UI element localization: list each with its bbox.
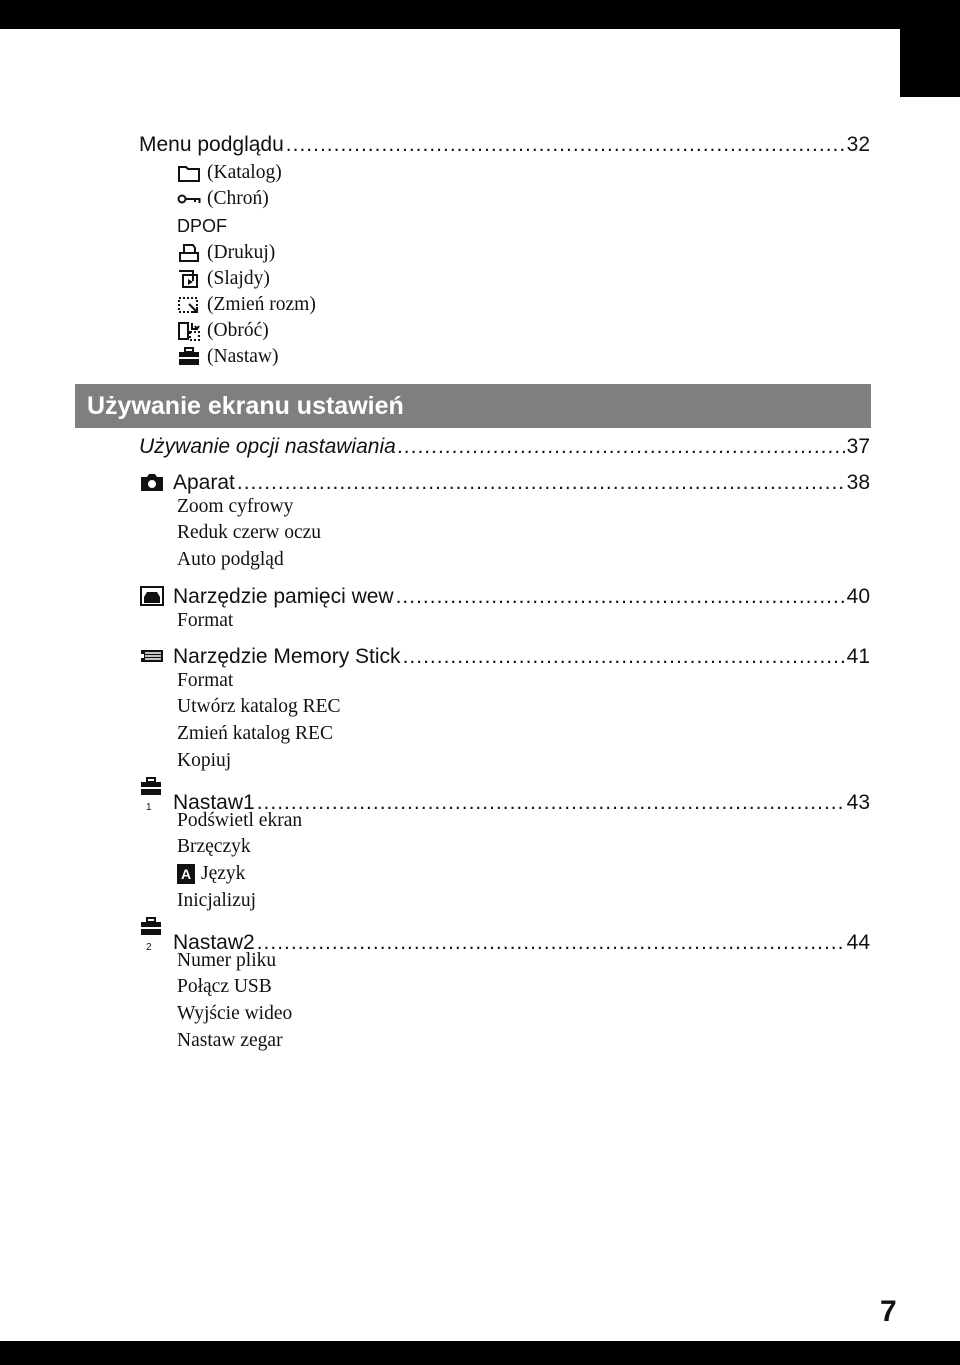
sub-item: Kopiuj — [177, 750, 232, 771]
toc-page-number: 44 — [846, 931, 870, 954]
toc-page-number: 40 — [846, 585, 870, 608]
top-black-bar — [0, 0, 960, 29]
page-number: 7 — [880, 1295, 897, 1328]
sub-item-setup — [177, 344, 278, 370]
sub-item-label: (Drukuj) — [207, 242, 276, 263]
sub-item-label: (Obróć) — [207, 320, 269, 341]
toc-page-number: 38 — [846, 471, 870, 494]
sub-item: Auto podgląd — [177, 549, 284, 570]
rotate-icon — [177, 321, 201, 341]
leader-dots — [398, 434, 845, 460]
toc-page-number: 41 — [846, 645, 870, 668]
corner-tab — [900, 29, 960, 97]
key-icon — [177, 189, 201, 209]
leader-dots — [257, 790, 845, 816]
toc-entry-title: Narzędzie pamięci wew — [173, 585, 394, 608]
toc-page-number: 43 — [846, 791, 870, 814]
leader-dots — [237, 470, 845, 496]
sub-item: Nastaw zegar — [177, 1030, 283, 1051]
toolbox-icon — [177, 347, 201, 367]
leader-dots — [403, 644, 845, 670]
sub-item: Format — [177, 610, 234, 631]
sub-item-label: (Katalog) — [207, 162, 282, 183]
sub-item-language — [177, 861, 245, 887]
sub-item: Inicjalizuj — [177, 890, 257, 911]
memory-stick-icon — [139, 645, 165, 667]
sub-item-protect — [177, 186, 269, 212]
sub-item: Wyjście wideo — [177, 1003, 293, 1024]
sub-item-label: (Chroń) — [207, 188, 269, 209]
sub-item-label: (Slajdy) — [207, 268, 270, 289]
resize-icon — [177, 295, 201, 315]
toc-page-number: 32 — [846, 133, 870, 156]
sub-item-slideshow — [177, 266, 270, 292]
sub-item-label: (Zmień rozm) — [207, 294, 316, 315]
sub-item: Brzęczyk — [177, 836, 251, 857]
sub-item: Zoom cyfrowy — [177, 496, 294, 517]
toc-entry-camera[interactable] — [139, 467, 870, 496]
language-icon: A — [177, 864, 195, 884]
toc-entry-view-menu[interactable] — [139, 132, 870, 158]
printer-icon — [177, 243, 201, 263]
sub-item: Podświetl ekran — [177, 810, 303, 831]
toc-entry-title: Menu podglądu — [139, 133, 284, 156]
bottom-black-bar — [0, 1341, 960, 1365]
slideshow-icon — [177, 269, 201, 289]
setup2-icon-digit: 2 — [146, 942, 152, 953]
sub-item-label: Język — [201, 863, 246, 884]
sub-item-label: (Nastaw) — [207, 346, 279, 367]
toc-entry-memory-stick[interactable] — [139, 641, 870, 670]
internal-memory-icon — [139, 585, 165, 607]
leader-dots — [286, 132, 845, 158]
sub-item-catalog — [177, 160, 282, 186]
leader-dots — [257, 930, 845, 956]
sub-item: Zmień katalog REC — [177, 723, 333, 744]
toc-entry-title: Nastaw1 — [173, 791, 255, 814]
folder-icon — [177, 163, 201, 183]
sub-item-dpof — [177, 213, 227, 239]
setup1-icon — [139, 789, 165, 817]
toc-entry-title: Aparat — [173, 471, 235, 494]
camera-icon — [139, 471, 165, 493]
sub-item: Numer pliku — [177, 950, 277, 971]
toc-page-number: 37 — [846, 435, 870, 458]
setup2-icon — [139, 929, 165, 957]
sub-item-label: DPOF — [177, 216, 228, 236]
section-header: Używanie ekranu ustawień — [75, 384, 871, 428]
toc-entry-title: Nastaw2 — [173, 931, 255, 954]
toc-entry-using-setup[interactable] — [139, 434, 870, 460]
setup1-icon-digit: 1 — [146, 802, 152, 813]
sub-item: Utwórz katalog REC — [177, 696, 341, 717]
toc-entry-title: Narzędzie Memory Stick — [173, 645, 401, 668]
sub-item: Reduk czerw oczu — [177, 522, 322, 543]
toc-entry-internal-memory[interactable] — [139, 581, 870, 610]
sub-item-resize — [177, 292, 316, 318]
sub-item: Połącz USB — [177, 976, 272, 997]
toc-entry-title: Używanie opcji nastawiania — [139, 435, 396, 458]
sub-item-print — [177, 240, 275, 266]
sub-item-rotate — [177, 318, 269, 344]
leader-dots — [396, 584, 845, 610]
sub-item: Format — [177, 670, 234, 691]
